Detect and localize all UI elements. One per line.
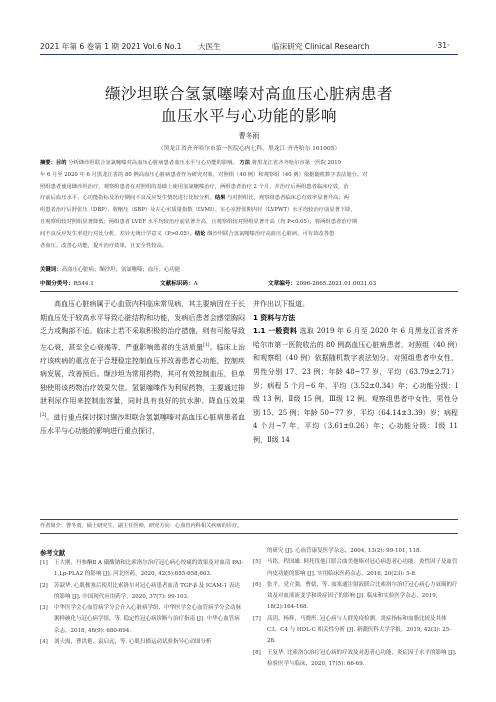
reference-number: [6] <box>253 581 261 588</box>
body-column-right: 并作出以下报道。 1 资料与方法 1.1 一般资料 选取 2019 年 6 月至 2020 年 6 月黑龙江省齐齐哈尔市第一医院收治的 80 例高血压心脏病患者，对照组（40 例）和观察组（40 例）依据随机数字表法划分。对照组患者中女性，男性分别 17、23 例；年龄 48~77 岁，平均（63.79±2.71）岁；病程 5 个月~6 年，平均（3.52±0.34）年；心功能分级：Ⅰ级 13 例，Ⅱ级 15 例，Ⅲ级 12 例。观察组患者中女性，男性分别 15、25 例；年龄 50~77 岁，平均（64.14±3.39）岁；病程 4 个月~7 年，平均（3.61±0.26）年；心功能分级：Ⅰ级 11 例，Ⅱ级 14 <box>253 300 458 444</box>
article-title-line-1: 缬沙坦联合氢氯噻嗪对高血压心脏病患者 <box>104 85 393 103</box>
reference-item <box>40 637 245 648</box>
author-footnote: 作者简介：曹冬雨，硕士研究生，副主任医师，研究方向：心血管内科相关疾病的诊疗。 <box>40 523 243 529</box>
subsection-heading: 1.1 一般资料 <box>253 327 298 336</box>
reference-item <box>253 580 458 614</box>
reference-number <box>253 546 267 557</box>
section-heading: 1 资料与方法 <box>253 313 296 322</box>
reference-item <box>40 558 245 581</box>
author-name: 曹冬雨 <box>238 132 260 140</box>
references-right <box>253 546 458 670</box>
reference-number: [5] <box>253 559 261 566</box>
reference-item <box>40 581 245 604</box>
page-number: ·31· <box>435 41 450 50</box>
references-left <box>40 558 245 648</box>
reference-text: 中华医学会心血管病学分会介入心脏病学组，中华医学会心血管病学分会动脉粥样硬化与冠心病学组，等. 稳定性冠心病诊断与治疗指南 [J]. 中华心血管病杂志，2018, 46(9): 680-694. <box>54 605 242 634</box>
reference-item <box>253 557 458 580</box>
reference-item <box>253 614 458 648</box>
reference-item <box>40 603 245 637</box>
abstract: 摘要：目的 分析缬沙坦联合氢氯噻嗪对高血压心脏病患者血压水平与心功能的影响。 方法 将黑龙江省齐齐哈尔市第一医院 2019 年 6 月至 2020 年 6 月黑龙江省的 80 例高血压心脏病患者作为研究对象，对照组（40 例）和观察组（40 例）依据随机数字表法划分。对 照组患者使用缬沙坦治疗，观察组患者在对照组的基础上使用氢氯噻嗪治疗，两组患者治疗 2 个月，并治疗后两组患者临床疗效，治 疗前后血压水平、心功能指标及治疗期间不良反应发生情况进行比较分析。结果 与对照组比，观察组患者临床总有效率显著升高；两 组患者治疗后舒张压（DBP）、收缩压（SBP）及左心室质量指数（LVMI）、室心室舒张期内径（LVPWT）水平均较治疗前显著下降， 且观察组较对照组显著降低；两组患者 LVEF 水平均较治疗前显著升高，且观察组较对照组显著升高（均 P<0.05）；将两组患者治疗期 间不良反应发生率进行对比分析，差异无统计学意义（P>0.05）。结论 缬沙坦联合氢氯噻嗪治疗高血压心脏病，可有效改善患 者血压、改善心功能，提升治疗效果，且安全性较高。 <box>40 160 368 249</box>
article-title-line-2: 血压水平与心功能的影响 <box>160 107 337 125</box>
reference-number: [2] <box>40 582 48 589</box>
journal-name: 临床研究 Clinical Research <box>272 42 370 51</box>
divider <box>40 533 458 534</box>
clc-number: 中图分类号：R544.1 <box>40 281 94 287</box>
article-id: 文章编号：2096-2665.2021.01.0031.03 <box>268 281 377 287</box>
reference-text: 张平，党立强，曹婧，等. 血塞通注射液联合比索洛尔治疗冠心病心力衰竭的疗效及对血液流变学和炎症因子的影响 [J]. 临床和实验医学杂志，2019, 18(2):164-168. <box>267 581 458 611</box>
keywords: 关键词：高血压心脏病；缬沙坦；氢氯噻嗪；血压；心功能 <box>40 267 181 273</box>
reference-text: 刘天霞，曹洪艳，袁启远，等. 心肌扫描运动试验指导心动图分析 <box>54 639 212 646</box>
running-header <box>40 38 458 55</box>
abstract-label: 摘要： <box>40 160 56 166</box>
reference-number: [4] <box>40 639 48 646</box>
document-code: 文献标识码：A <box>160 281 198 287</box>
reference-text: 王大刚，丹参酮Ⅱ A 磺酸钠和比索洛尔治疗冠心病心绞痛的效果及对血清 PAI-1,Lp-PLA2 的影响 [J]. 河北医药，2020, 42(5):655-658,663. <box>54 560 244 578</box>
reference-number: [3] <box>40 605 48 612</box>
reference-number: [7] <box>253 615 261 622</box>
reference-text: 马铭，程国雄. 阿托伐他汀联合曲美他嗪对冠心病患者心功能、炎性因子及血管内皮功能的影响 [J]. 实用临床医药杂志，2016, 20(23): 5-8. <box>267 559 458 577</box>
reference-number: [8] <box>253 649 261 656</box>
divider <box>40 291 458 292</box>
reference-text: 高玥，杨辉，马晓彤. 冠心病与人群免疫检测、炎症指标和血脂比较及其体 C3、C4 与 HDL-C 相关性分析 [J]. 新疆医科大学学报，2019, 42(3): 25-28. <box>267 615 452 645</box>
reference-item <box>253 546 458 557</box>
section-name: 大医生 <box>198 42 221 51</box>
abstract-objective-label: 目的 <box>55 160 67 166</box>
reference-number: [1] <box>40 560 48 566</box>
footnote-divider <box>40 519 458 520</box>
body-column-left: 高血压心脏病属于心血管内科临床常见病，其主要病因在于长期血压处于较高水平导致心脏结构和功能，发病后患者会感觉胸闷乏力或胸部不适。临床上若不采取积极的治疗措施，则有可能导致左心衰，甚至全心衰竭等，严重影响患者的生活质量[1]。临床上治疗该疾病的重点在于合理稳定控制血压并改善患者心功能，控制疾病发展，改善预后。缬沙坦为常用药物，其可有效控制血压，但单独使用该药物治疗效果欠佳。氢氯噻嗪作为利尿药物，主要通过排泄利尿作用来控制血容量，同时具有良好的抗水肿、降血压效果[2]。进行重点探讨探讨缬沙坦联合氢氯噻嗪对高血压心脏病患者血压水平与心功能的影响进行重点探讨， <box>40 300 245 435</box>
reference-text: 王复华. 比索洛尔治疗冠心病的疗效及对患者心功能、炎症因子水平的影响 [J]. 检验医学与临床，2020, 17(5): 66-69. <box>267 649 457 667</box>
references-title: 参考文献 <box>40 550 66 557</box>
reference-text: 的研究 [J]. 心血管康复医学杂志，2004, 13(2): 99-101, 118. <box>267 548 422 554</box>
reference-text: 苏淑华. 心肌梗塞后使用比索洛尔对冠心病患者血清 TGF-β 及 ICAM-1 表达的影响 [J]. 中国现代应用药学，2020, 37(7): 99-103. <box>54 582 241 600</box>
author-affiliation: （黑龙江省齐齐哈尔市第一医院心内七科，黑龙江 齐齐哈尔 161005） <box>157 146 341 152</box>
reference-item <box>253 648 458 671</box>
journal-issue: 2021 年第 6 卷第 1 期 2021 Vol.6 No.1 <box>40 42 182 51</box>
